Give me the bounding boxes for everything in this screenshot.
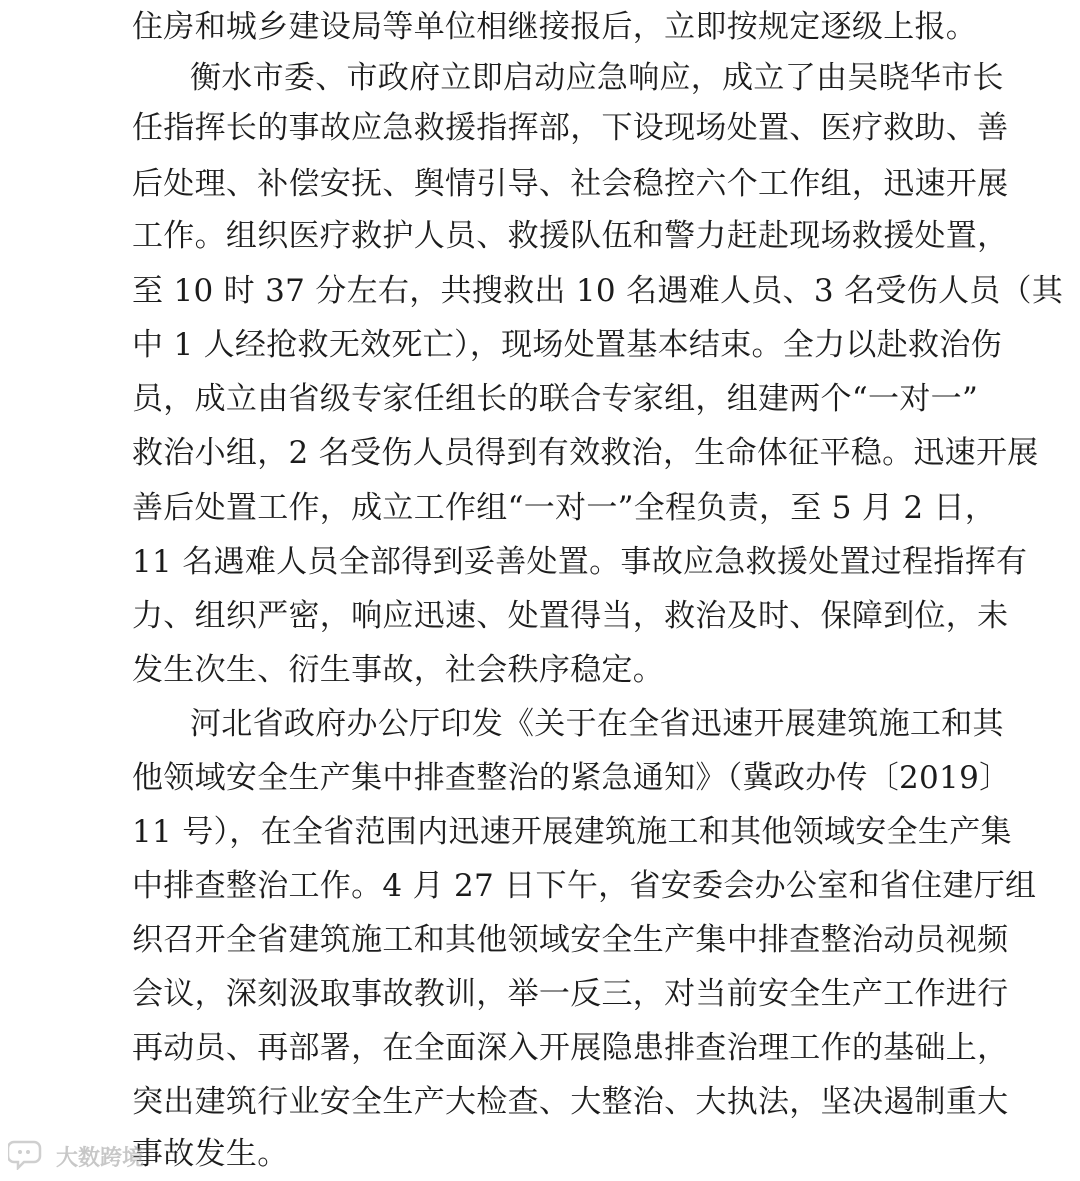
text-line: 再动员、再部署，在全面深入开展隐患排查治理工作的基础上， xyxy=(132,1030,1009,1066)
text-line: 发生次生、衍生事故，社会秩序稳定。 xyxy=(132,652,665,688)
text-line: 织召开全省建筑施工和其他领域安全生产集中排查整治动员视频 xyxy=(132,922,1009,958)
text-line: 至 10 时 37 分左右，共搜救出 10 名遇难人员、3 名受伤人员（其 xyxy=(132,273,1064,309)
text-line: 力、组织严密，响应迅速、处置得当，救治及时、保障到位，未 xyxy=(132,598,1009,634)
text-line: 工作。组织医疗救护人员、救援队伍和警力赶赴现场救援处置， xyxy=(132,218,1009,254)
text-line: 员，成立由省级专家任组长的联合专家组，组建两个“一对一” xyxy=(132,381,979,417)
text-line: 中 1 人经抢救无效死亡），现场处置基本结束。全力以赴救治伤 xyxy=(132,327,1002,363)
text-line: 中排查整治工作。4 月 27 日下午，省安委会办公室和省住建厅组 xyxy=(132,868,1037,904)
text-line: 任指挥长的事故应急救援指挥部，下设现场处置、医疗救助、善 xyxy=(132,110,1009,146)
text-line: 11 号），在全省范围内迅速开展建筑施工和其他领域安全生产集 xyxy=(132,814,1012,850)
watermark-text: 大数跨境 xyxy=(56,1145,145,1171)
text-line: 事故发生。 xyxy=(132,1136,289,1172)
text-line: 救治小组，2 名受伤人员得到有效救治，生命体征平稳。迅速开展 xyxy=(132,435,1039,471)
text-line: 住房和城乡建设局等单位相继接报后，立即按规定逐级上报。 xyxy=(132,9,978,45)
text-line: 河北省政府办公厅印发《关于在全省迅速开展建筑施工和其 xyxy=(190,706,1004,742)
text-line: 衡水市委、市政府立即启动应急响应，成立了由吴晓华市长 xyxy=(190,60,1004,96)
chat-bubble-logo-icon xyxy=(8,1138,48,1174)
text-line: 会议，深刻汲取事故教训，举一反三，对当前安全生产工作进行 xyxy=(132,976,1009,1012)
text-line: 善后处置工作，成立工作组“一对一”全程负责，至 5 月 2 日， xyxy=(132,490,997,526)
text-line: 后处理、补偿安抚、舆情引导、社会稳控六个工作组，迅速开展 xyxy=(132,166,1009,202)
watermark xyxy=(8,1138,144,1174)
text-line: 他领域安全生产集中排查整治的紧急通知》（冀政办传〔2019〕 xyxy=(132,760,1011,796)
text-line: 11 名遇难人员全部得到妥善处置。事故应急救援处置过程指挥有 xyxy=(132,544,1028,580)
text-line: 突出建筑行业安全生产大检查、大整治、大执法，坚决遏制重大 xyxy=(132,1084,1009,1120)
